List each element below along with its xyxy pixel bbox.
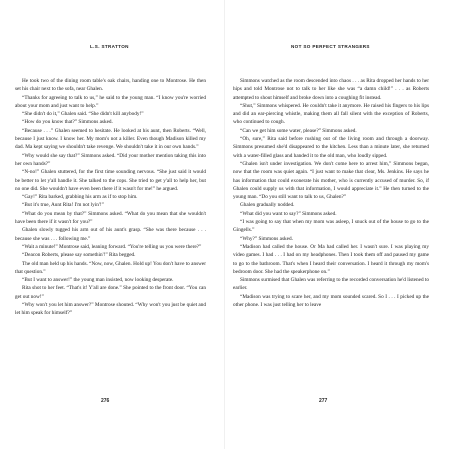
paragraph: “Madison had called the house. Or Ma had called her. I wasn't sure. I was playing my video games. I had . . . I had on my headphones. Then I took them off and paused my game to go to the bathroom. That's when I heard their conversation. I heard it through my mom's bedroom door. She had the speakerphone on.” [233,243,429,275]
paragraph: “But I want to answer!” the young man insisted, now looking desperate. [22,277,174,284]
page-number-left: 276 [101,398,110,404]
paragraph: “But it's true, Aunt Rita! I'm not lyin'!” [22,202,104,209]
paragraph: The old man held up his hands. “Now, now, Ghalen. Hold up! You don't have to answer that question.” [15,260,206,275]
paragraph: Ghalen gradually nodded. [240,202,295,209]
paragraph: “Oh, sure,” Rita said before rushing out of the living room and through a doorway. Simmons presumed she'd disappeared to the kitchen. Less than a minute later, she returned with a water-filled glass and handed it to the old man, who loudly sipped. [233,136,429,159]
paragraph: Ghalen slowly tugged his arm out of his aunt's grasp. “She was there because . . . because she was . . . following me.” [15,227,206,242]
paragraph: “Gay!” Rita barked, grabbing his arm as if to stop him. [22,194,138,201]
paragraph: “How do you know that?” Simmons asked. [22,119,113,126]
paragraph: “Madison was trying to scare her, and my mom sounded scared. So I . . . I picked up the other phone. I was just telling her to leave [233,293,429,309]
paragraph: “Why?” Simmons asked. [240,235,293,242]
running-header-title: NOT SO PERFECT STRANGERS [291,44,370,49]
paragraph: “N-no!” Ghalen stuttered, for the first time sounding nervous. “She just said it would be better to let y'all handle it. She talked to the cops. She tried to get y'all to help her, but no one did. She wouldn't have even been there if it wasn't for me!” he argued. [15,169,206,192]
paragraph: Simmons surmised that Ghalen was referring to the recorded conversation he'd listened to earlier. [233,277,429,292]
paragraph: “Why would she say that?” Simmons asked. “Did your mother mention taking this into her own hands?” [15,152,206,167]
paragraph: “What did you want to say?” Simmons asked. [240,210,337,217]
paragraph: “Ghalen isn't under investigation. We don't come here to arrest him,” Simmons began, now that the room was quiet again. “I just want to make that clear, Ms. Jenkins. He says he has information that could exonerate his mother, who is currently accused of murder. So, if Ghalen could supply us with that information, I would appreciate it.” He then turned to the young man. “Do you still want to talk to us, Ghalen?” [233,160,429,201]
paragraph: Simmons watched as the room descended into chaos . . . as Rita dropped her hands to her hips and told Montrose not to talk to her like she was “a damn child!” . . . as Roberts attempted to shout himself and broke down into a coughing fit instead. [233,78,429,101]
paragraph: “Thanks for agreeing to talk to us,” he said to the young man. “I know you're worried about your mom and just want to help.” [15,94,206,109]
page-number-right: 277 [319,398,328,404]
running-header-author: L.S. STRATTON [90,44,129,49]
paragraph: “Why won't you let him answer?” Montrose shouted. “Why won't you just be quiet and let him speak for himself?” [15,302,206,317]
right-body-text [233,77,429,309]
paragraph: He took two of the dining room table's oak chairs, handing one to Montrose. He then set his chair next to the sofa, near Ghalen. [15,78,206,93]
left-body-text [15,77,206,318]
paragraph: “Shut,” Simmons whispered. He couldn't take it anymore. He raised his fingers to his lips and did an ear-piercing whistle, making them all fall silent with the exception of Roberts, who continued to cough. [233,102,429,126]
left-page [0,0,224,449]
paragraph: “Wait a minute!” Montrose said, leaning forward. “You're telling us you were there?” [22,243,202,250]
paragraph: “Can we get him some water, please?” Simmons asked. [240,127,357,134]
right-page [225,0,449,449]
paragraph: “I was going to say that when my mom was asleep, I snuck out of the house to go to the Gingells.” [233,219,429,234]
paragraph: Rita shot to her feet. “That's it! Y'all are done.” She pointed to the front door. “You can get out now!” [15,285,206,300]
paragraph: “Deacon Roberts, please say somethin'!” Rita begged. [22,252,136,259]
paragraph: “Because . . .” Ghalen seemed to hesitate. He looked at his aunt, then Roberts. “Well, because I just know. I know her. My mom's not a killer. Even though Madison killed my dad. Ma kept saying we shouldn't take revenge. We shouldn't take it in our own hands.” [15,127,206,151]
paragraph: “She didn't do it,” Ghalen said. “She didn't kill anybody!” [22,111,144,118]
paragraph: “What do you mean by that?” Simmons asked. “What do you mean that she wouldn't have been there if it wasn't for you?” [15,210,206,226]
